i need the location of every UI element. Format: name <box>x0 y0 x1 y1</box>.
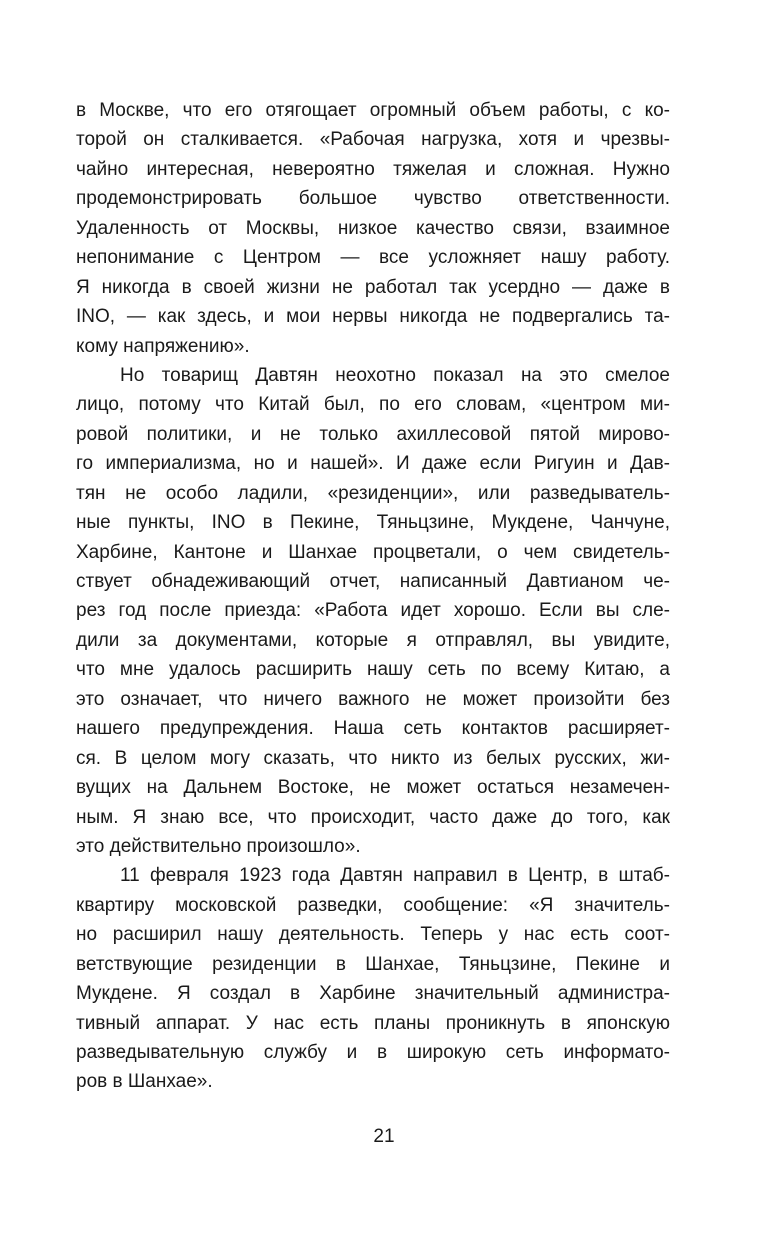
text-line: ствует обнадеживающий отчет, написанный Давтианом че- <box>76 571 670 592</box>
text-line: ветствующие резиденции в Шанхае, Тяньцзине, Пекине и <box>76 953 670 975</box>
text-line: 11 февраля 1923 года Давтян направил в Центр, в штаб- <box>120 865 670 887</box>
paragraph-3 <box>76 861 670 1097</box>
text-line: Харбине, Кантоне и Шанхае процветали, о чем свидетель- <box>76 541 670 563</box>
text-line: Я никогда в своей жизни не работал так усердно — даже в <box>76 276 670 298</box>
text-line: вущих на Дальнем Востоке, не может остаться незамечен- <box>76 777 670 799</box>
text-line: торой он сталкивается. «Рабочая нагрузка, хотя и чрезвы- <box>76 129 670 151</box>
text-line: продемонстрировать большое чувство ответственности. <box>76 188 670 210</box>
text-line: чайно интересная, невероятно тяжелая и сложная. Нужно <box>76 158 670 180</box>
text-line: Но товарищ Давтян неохотно показал на это смелое <box>120 364 670 386</box>
text-line: кому напряжению». <box>76 335 250 357</box>
text-line: квартиру московской разведки, сообщение: «Я значитель- <box>76 894 670 916</box>
page-body <box>76 96 670 1097</box>
paragraph-2 <box>76 361 670 861</box>
text-line: тивный аппарат. У нас есть планы проникнуть в японскую <box>76 1012 670 1034</box>
page-number: 21 <box>373 1126 395 1147</box>
text-line: ровой политики, и не только ахиллесовой пятой мирово- <box>76 423 670 445</box>
text-line: это действительно произошло». <box>76 835 361 857</box>
text-line: лицо, потому что Китай был, по его словам, «центром ми- <box>76 394 670 416</box>
text-line: рез год после приезда: «Работа идет хорошо. Если вы сле- <box>76 600 670 622</box>
text-line: но расширил нашу деятельность. Теперь у нас есть соот- <box>76 924 670 946</box>
text-line: Мукдене. Я создал в Харбине значительный администра- <box>76 983 670 1005</box>
text-line: что мне удалось расширить нашу сеть по всему Китаю, а <box>76 659 670 681</box>
text-line: нашего предупреждения. Наша сеть контактов расширяет- <box>76 718 670 740</box>
text-line: разведывательную службу и в широкую сеть информато- <box>76 1042 670 1063</box>
text-line: INO, — как здесь, и мои нервы никогда не подвергались та- <box>76 306 670 328</box>
text-line: тян не особо ладили, «резиденции», или разведыватель- <box>76 482 670 504</box>
text-line: ным. Я знаю все, что происходит, часто даже до того, как <box>76 806 670 828</box>
text-line: го империализма, но и нашей». И даже если Ригуин и Дав- <box>76 453 670 475</box>
text-line: в Москве, что его отягощает огромный объем работы, с ко- <box>76 100 670 121</box>
text-line: дили за документами, которые я отправлял, вы увидите, <box>76 629 670 651</box>
text-line: Удаленность от Москвы, низкое качество связи, взаимное <box>76 217 670 239</box>
text-line: ные пункты, INO в Пекине, Тяньцзине, Мукдене, Чанчуне, <box>76 512 670 534</box>
text-line: это означает, что ничего важного не может произойти без <box>76 688 670 710</box>
paragraph-1 <box>76 96 670 361</box>
text-line: ся. В целом могу сказать, что никто из белых русских, жи- <box>76 747 670 769</box>
text-line: непонимание с Центром — все усложняет нашу работу. <box>76 247 670 269</box>
text-line: ров в Шанхае». <box>76 1071 213 1093</box>
